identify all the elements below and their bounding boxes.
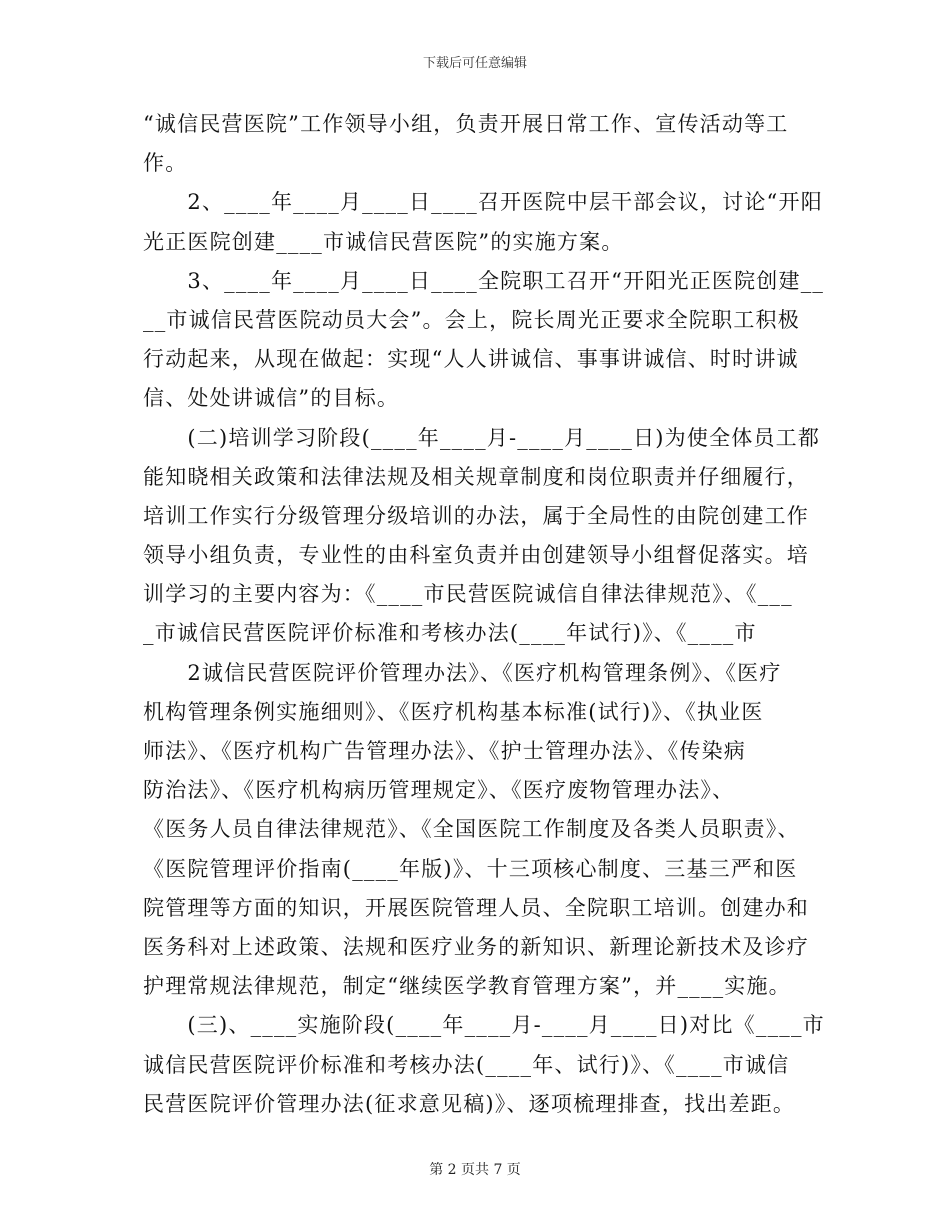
text-line: (二)培训学习阶段(____年____月-____月____日)为使全体员工都 <box>143 425 821 450</box>
text-line: (三)、____实施阶段(____年____月-____月____日)对比《____市 <box>143 1013 825 1038</box>
text-line: 3、____年____月____日____全院职工召开“开阳光正医院创建__ <box>143 268 825 293</box>
text-line: 护理常规法律规范，制定“继续医学教育管理方案”，并____实施。 <box>143 974 791 999</box>
text-line: 信、处处讲诚信”的目标。 <box>143 386 400 411</box>
document-body <box>143 105 833 1124</box>
text-line: 2诚信民营医院评价管理办法》、《医疗机构管理条例》、《医疗 <box>143 660 782 685</box>
text-line: 光正医院创建____市诚信民营医院”的实施方案。 <box>143 229 624 254</box>
text-line: 能知晓相关政策和法律法规及相关规章制度和岗位职责并仔细履行， <box>143 464 809 489</box>
text-line: 2、____年____月____日____召开医院中层干部会议，讨论“开阳 <box>143 190 823 215</box>
text-line: 作。 <box>143 151 188 176</box>
text-line: 《医务人员自律法律规范》、《全国医院工作制度及各类人员职责》、 <box>143 817 800 842</box>
text-line: 防治法》、《医疗机构病历管理规定》、《医疗废物管理办法》、 <box>143 778 735 803</box>
text-line: __市诚信民营医院动员大会”。会上，院长周光正要求全院职工积极 <box>143 307 800 332</box>
text-line: 医务科对上述政策、法规和医疗业务的新知识、新理论新技术及诊疗 <box>143 934 809 959</box>
text-line: 院管理等方面的知识，开展医院管理人员、全院职工培训。创建办和 <box>143 895 809 920</box>
text-line: _市诚信民营医院评价标准和考核办法(____年试行)》、《____市 <box>143 621 757 646</box>
text-line: 师法》、《医疗机构广告管理办法》、《护士管理办法》、《传染病 <box>143 739 746 763</box>
page-footer: 第 2 页共 7 页 <box>429 1162 521 1178</box>
text-line: 训学习的主要内容为：《____市民营医院诚信自律法律规范》、《___ <box>143 582 793 607</box>
text-line: 领导小组负责，专业性的由科室负责并由创建领导小组督促落实。培 <box>143 543 809 568</box>
text-line: 行动起来，从现在做起：实现“人人讲诚信、事事讲诚信、时时讲诚 <box>143 347 799 372</box>
text-line: 机构管理条例实施细则》、《医疗机构基本标准(试行)》、《执业医 <box>143 699 764 724</box>
page-header: 下载后可任意编辑 <box>422 56 527 71</box>
text-line: 诚信民营医院评价标准和考核办法(____年、试行)》、《____市诚信 <box>143 1052 790 1077</box>
text-line: “诚信民营医院”工作领导小组，负责开展日常工作、宣传活动等工 <box>143 112 789 136</box>
text-line: 培训工作实行分级管理分级培训的办法，属于全局性的由院创建工作 <box>143 503 809 528</box>
text-line: 《医院管理评价指南(____年版)》、十三项核心制度、三基三严和医 <box>143 856 798 881</box>
text-line: 民营医院评价管理办法(征求意见稿)》、逐项梳理排查，找出差距。 <box>143 1091 796 1116</box>
